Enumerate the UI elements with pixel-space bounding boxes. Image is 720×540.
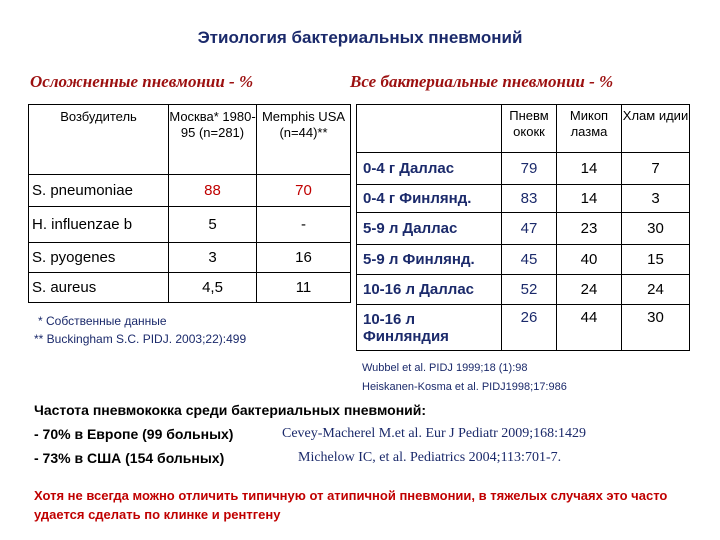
ref-wubbel: Wubbel et al. PIDJ 1999;18 (1):98	[362, 362, 528, 374]
myco-cell: 44	[557, 305, 622, 351]
location-cell: 5-9 л Даллас	[357, 213, 502, 245]
myco-cell: 24	[557, 275, 622, 305]
table-header-row	[357, 105, 690, 153]
moscow-cell: 4,5	[169, 273, 257, 303]
table-row	[357, 245, 690, 275]
frequency-usa-ref: Michelow IC, et al. Pediatrics 2004;113:701-7.	[298, 450, 562, 465]
frequency-heading: Частота пневмококка среди бактериальных пневмоний:	[34, 402, 427, 418]
table-row	[29, 175, 351, 207]
frequency-usa: - 73% в США (154 больных)	[34, 450, 225, 466]
note-own-data: * Собственные данные	[38, 314, 167, 328]
location-cell: 0-4 г Даллас	[357, 153, 502, 185]
table-row	[29, 273, 351, 303]
table-header-row	[29, 105, 351, 175]
pneumo-cell: 83	[502, 185, 557, 213]
organism-cell: S. aureus	[29, 273, 169, 303]
conclusion-text: Хотя не всегда можно отличить типичную от атипичной пневмонии, в тяжелых случаях это часто удается сделать по клинке и рентгену	[34, 488, 668, 522]
location-cell: 10-16 л Даллас	[357, 275, 502, 305]
memphis-cell: 11	[257, 273, 351, 303]
table-row	[357, 275, 690, 305]
header-moscow: Москва* 1980-95 (n=281)	[169, 105, 257, 175]
moscow-cell: 5	[169, 207, 257, 243]
all-pneumonia-table	[356, 104, 690, 351]
memphis-cell: 70	[257, 175, 351, 207]
pneumo-cell: 45	[502, 245, 557, 275]
pneumo-cell: 26	[502, 305, 557, 351]
right-heading: Все бактериальные пневмонии - %	[350, 72, 614, 91]
chlam-cell: 7	[622, 153, 690, 185]
memphis-cell: -	[257, 207, 351, 243]
chlam-cell: 15	[622, 245, 690, 275]
memphis-cell: 16	[257, 243, 351, 273]
pneumo-cell: 79	[502, 153, 557, 185]
chlam-cell: 24	[622, 275, 690, 305]
table-row	[357, 185, 690, 213]
location-cell: 0-4 г Финлянд.	[357, 185, 502, 213]
chlam-cell: 30	[622, 213, 690, 245]
chlam-cell: 30	[622, 305, 690, 351]
myco-cell: 40	[557, 245, 622, 275]
pneumo-cell: 52	[502, 275, 557, 305]
myco-cell: 23	[557, 213, 622, 245]
page-title: Этиология бактериальных пневмоний	[197, 28, 523, 47]
location-cell: 5-9 л Финлянд.	[357, 245, 502, 275]
moscow-cell: 3	[169, 243, 257, 273]
complicated-pneumonia-table	[28, 104, 351, 303]
header-memphis: Memphis USA (n=44)**	[257, 105, 351, 175]
table-row	[29, 207, 351, 243]
note-buckingham: ** Buckingham S.C. PIDJ. 2003;22):499	[34, 332, 247, 346]
header-location	[357, 105, 502, 153]
frequency-europe-ref: Cevey-Macherel M.et al. Eur J Pediatr 2009;168:1429	[282, 426, 587, 441]
header-chlamydia: Хлам идии	[622, 105, 690, 153]
chlam-cell: 3	[622, 185, 690, 213]
left-heading: Осложненные пневмонии - %	[30, 72, 254, 91]
frequency-europe: - 70% в Европе (99 больных)	[34, 426, 234, 442]
table-row	[357, 305, 690, 351]
ref-heiskanen: Heiskanen-Kosma et al. PIDJ1998;17:986	[362, 381, 567, 393]
organism-cell: H. influenzae b	[29, 207, 169, 243]
table-row	[357, 153, 690, 185]
table-row	[29, 243, 351, 273]
organism-cell: S. pneumoniae	[29, 175, 169, 207]
header-pneumococcus: Пневм ококк	[502, 105, 557, 153]
location-cell: 10-16 л Финляндия	[357, 305, 502, 351]
header-mycoplasma: Микоп лазма	[557, 105, 622, 153]
organism-cell: S. pyogenes	[29, 243, 169, 273]
header-organism: Возбудитель	[29, 105, 169, 175]
myco-cell: 14	[557, 153, 622, 185]
moscow-cell: 88	[169, 175, 257, 207]
pneumo-cell: 47	[502, 213, 557, 245]
table-row	[357, 213, 690, 245]
myco-cell: 14	[557, 185, 622, 213]
